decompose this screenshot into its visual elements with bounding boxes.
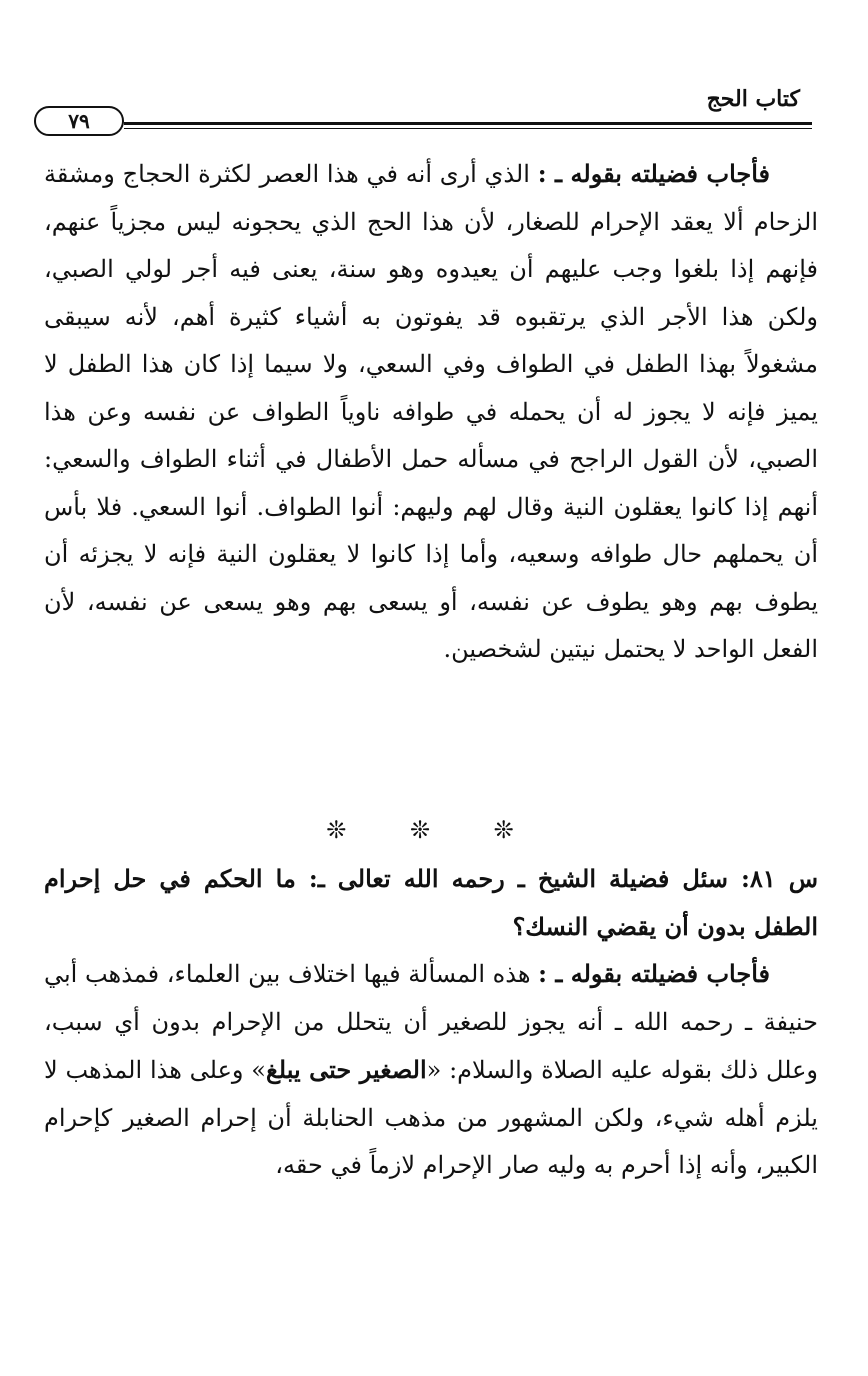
- answer-1-lead: فأجاب فضيلته بقوله ـ :: [537, 159, 771, 188]
- answer-1-text: الذي أرى أنه في هذا العصر لكثرة الحجاج ومشقة الزحام ألا يعقد الإحرام للصغار، لأن هذا الحج الذي يحجونه ليس مجزياً عنهم، فإنهم إذا بلغوا وجب عليهم أن يعيدوه وهو سنة، يعنى فيه أجر لولي الصبي، ولكن هذا الأجر الذي يرتقبوه قد يفوتون به أشياء كثيرة أهم، لأنه سيبقى مشغولاً بهذا الطفل في الطواف وفي السعي، ولا سيما إذا كان هذا الطفل لا يميز فإنه لا يجوز له أن يحمله في طوافه ناوياً الطواف عن نفسه وعن هذا الصبي، لأن القول الراجح في مسأله حمل الأطفال في أثناء الطواف والسعي: أنهم إذا كانوا يعقلون النية وقال لهم وليهم: أنوا الطواف. أنوا السعي. فلا بأس أن يحملهم حال طوافه وسعيه، وأما إذا كانوا لا يعقلون النية فإنه لا يجزئه أن يطوف بهم وهو يطوف عن نفسه، أو يسعى بهم وهو يسعى عن نفسه، لأن الفعل الواحد لا يحتمل نيتين لشخصين.: [44, 160, 818, 663]
- page-number: ٧٩: [68, 109, 90, 133]
- header-rule-thin: [124, 128, 812, 129]
- section-separator: ❊ ❊ ❊: [326, 816, 542, 844]
- book-title: كتاب الحج: [706, 86, 800, 112]
- answer-2-text-a: هذه المسألة فيها اختلاف بين العلماء، فمذهب أبي حنيفة ـ رحمه الله ـ أنه يجوز للصغير أن يتحلل من الإحرام بدون أي سبب، وعلل ذلك بقوله عليه الصلاة والسلام: «: [44, 960, 819, 1084]
- page-header: [32, 78, 812, 134]
- header-rule: [124, 122, 812, 125]
- answer-2: [44, 950, 818, 1190]
- question-81: س ٨١: سئل فضيلة الشيخ ـ رحمه الله تعالى ـ: ما الحكم في حل إحرام الطفل بدون أن يقضي النسك؟: [44, 864, 819, 941]
- answer-2-text-b: » وعلى هذا المذهب لا يلزم أهله شيء، ولكن المشهور من مذهب الحنابلة أن إحرام الصغير كإحرام الكبير، وأنه إذا أحرم به وليه صار الإحرام لازماً في حقه،: [44, 1056, 818, 1179]
- answer-1: [44, 150, 818, 674]
- page-number-badge: [34, 106, 124, 136]
- question-81-block: [44, 855, 818, 1190]
- hadith-quote: الصغير حتى يبلغ: [266, 1055, 427, 1084]
- answer-2-lead: فأجاب فضيلته بقوله ـ :: [538, 959, 770, 988]
